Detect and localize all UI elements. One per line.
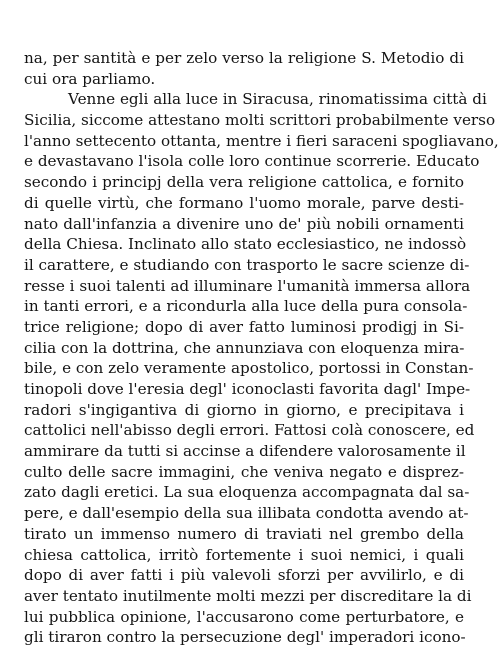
- text-line: in tanti errori, e a ricondurla alla luce della pura consola-: [24, 297, 468, 316]
- text-line: tinopoli dove l'eresia degl' iconoclasti favorita dagl' Impe-: [24, 380, 471, 398]
- text-line: Venne egli alla luce in Siracusa, rinomatissima città di: [68, 90, 487, 109]
- text-line: resse i suoi talenti ad illuminare l'umanità immersa allora: [24, 276, 471, 295]
- text-line: pere, e dall'esempio della sua illibata condotta avendo at-: [24, 504, 469, 523]
- text-line: Sicilia, siccome attestano molti scrittori probabilmente verso: [24, 111, 496, 130]
- text-line: culto delle sacre immagini, che veniva negato e disprez-: [24, 462, 464, 481]
- text-line: nato dall'infanzia a divenire uno de' più nobili ornamenti: [24, 214, 464, 233]
- text-line: cui ora parliamo.: [24, 69, 156, 88]
- text-line: trice religione; dopo di aver fatto luminosi prodigj in Si-: [24, 317, 464, 336]
- text-line: l'anno settecento ottanta, mentre i fieri saraceni spogliavano,: [24, 131, 499, 150]
- text-line: zato dagli eretici. La sua eloquenza accompagnata dal sa-: [24, 483, 470, 502]
- text-line: lui pubblica opinione, l'accusarono come perturbatore, e: [24, 607, 464, 626]
- text-line: radori s'ingigantiva di giorno in giorno, e precipitava i: [24, 400, 464, 419]
- text-line: bile, e con zelo veramente apostolico, portossi in Constan-: [24, 359, 474, 378]
- text-line: il carattere, e studiando con trasporto le sacre scienze di-: [24, 255, 470, 274]
- text-line: della Chiesa. Inclinato allo stato ecclesiastico, ne indossò: [24, 235, 467, 254]
- body-text: [24, 48, 499, 648]
- text-line: secondo i principj della vera religione cattolica, e fornito: [24, 173, 464, 192]
- text-line: e devastavano l'isola colle loro continue scorrerie. Educato: [24, 152, 480, 171]
- text-line: dopo di aver fatti i più valevoli sforzi per avvilirlo, e di: [24, 566, 464, 585]
- text-line: cilia con la dottrina, che annunziava con eloquenza mira-: [24, 338, 465, 357]
- text-line: ammirare da tutti si accinse a difendere valorosamente il: [24, 442, 466, 461]
- text-line: tirato un immenso numero di traviati nel grembo della: [24, 524, 464, 543]
- text-line: di quelle virtù, che formano l'uomo morale, parve desti-: [24, 193, 464, 212]
- text-line: cattolici nell'abisso degli errori. Fattosi colà conoscere, ed: [24, 421, 475, 440]
- text-line: gli tiraron contro la persecuzione degl' imperadori icono-: [24, 628, 466, 647]
- text-line: chiesa cattolica, irritò fortemente i suoi nemici, i quali: [24, 545, 464, 564]
- text-line: na, per santità e per zelo verso la religione S. Metodio di: [24, 49, 464, 67]
- text-line: aver tentato inutilmente molti mezzi per discreditare la di: [24, 586, 472, 605]
